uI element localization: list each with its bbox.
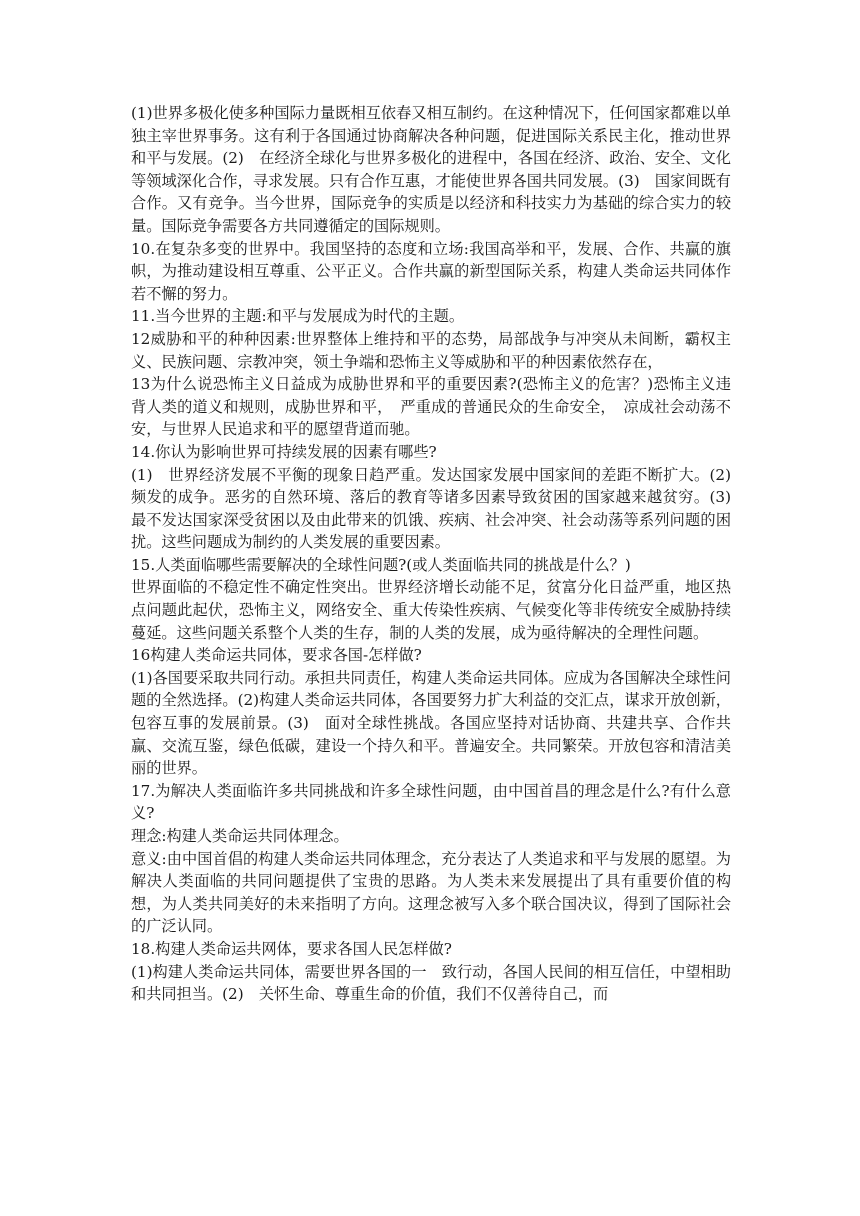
paragraph-q13-terrorism: 13为什么说恐怖主义日益成为成胁世界和平的重要因素?(恐怖主义的危害？)恐怖主义违背人类的道义和规则，成胁世界和平， 严重成的普通民众的生命安全， 凉成社会动荡不安，与世界人民追求和平的愿望背道而驰。 <box>131 375 731 439</box>
paragraph-q14-question: 14.你认为影响世界可持续发展的因素有哪些? <box>131 442 437 461</box>
paragraph-q16-question: 16构建人类命运共同体，要求各国-怎样做? <box>131 646 422 665</box>
paragraph-q16-answer: (1)各国要采取共同行动。承担共同责任，构建人类命运共同体。应成为各国解决全球性问题的全然选择。(2)构建人类命运共同体，各国要努力扩大利益的交汇点，谋求开放创新，包容互事的发展前景。(3) 面对全球性挑战。各国应坚持对话协商、共建共享、合作共赢、交流互鉴，绿色低碳，建设一个持久和平。普遍安全。共同繁荣。开放包容和清洁美丽的世界。 <box>131 668 731 778</box>
paragraph-q18-question: 18.构建人类命运共网体，要求各国人民怎样做? <box>131 939 452 958</box>
paragraph-q17-question: 17.为解决人类面临许多共同挑战和许多全球性问题，由中国首昌的理念是什么?有什么意义? <box>131 781 731 823</box>
document-body <box>131 102 747 1006</box>
paragraph-q18-answer: (1)构建人类命运共同体，需要世界各国的一 致行动，各国人民间的相互信任，中望相助和共同担当。(2) 关怀生命、尊重生命的价值，我们不仅善待自己，而 <box>131 962 731 1004</box>
paragraph-world-multipolarity: (1)世界多极化使多种国际力量既相互依春又相互制约。在这种情况下，任何国家都难以单独主宰世界事务。这有利于各国通过协商解决各种问题，促进国际关系民主化，推动世界和平与发展。(2) 在经济全球化与世界多极化的进程中，各国在经济、政治、安全、文化等领域深化合作，寻求发展。只有合作互惠，才能使世界各国共同发展。(3) 国家间既有合作。又有竞争。当今世界，国际竞争的实质是以经济和科技实力为基础的综合实力的较量。国际竞争需要各方共同遵循定的国际规则。 <box>131 104 731 235</box>
paragraph-q15-question: 15.人类面临哪些需要解决的全球性问题?(或人类面临共同的挑战是什么？) <box>131 555 631 574</box>
paragraph-q11-world-theme: 11.当今世界的主题:和平与发展成为时代的主题。 <box>131 307 465 326</box>
paragraph-q10-china-stance: 10.在复杂多变的世界中。我国坚持的态度和立场:我国高举和平，发展、合作、共赢的旗帜，为推动建设相互尊重、公平正义。合作共赢的新型国际关系，构建人类命运共同体作若不懈的努力。 <box>131 239 731 303</box>
paragraph-q14-answer: (1) 世界经济发展不平衡的现象日趋严重。发达国家发展中国家间的差距不断扩大。(2) 频发的成争。恶劣的自然环境、落后的教育等诸多因素导致贫困的国家越来越贫穷。(3) 最不发达国家深受贫困以及由此带来的饥饿、疾病、社会冲突、社会动荡等系列问题的困扰。这些问题成为制约的人类发展的重要因素。 <box>131 465 747 552</box>
paragraph-q12-peace-threats: 12威胁和平的种种因素:世界整体上维持和平的态势，局部战争与冲突从未间断，霸权主义、民族问题、宗教冲突，领土争端和恐怖主义等威胁和平的种因素依然存在， <box>131 329 731 371</box>
paragraph-q17-significance: 意义:由中国首倡的构建人类命运共同体理念，充分表达了人类追求和平与发展的愿望。为解决人类面临的共同问题提供了宝贵的思路。为人类未来发展提出了具有重要价值的构想，为人类共同美好的未来指明了方向。这理念被写入多个联合国决议，得到了国际社会的广泛认同。 <box>131 849 731 936</box>
paragraph-q15-answer: 世界面临的不稳定性不确定性突出。世界经济增长动能不足，贫富分化日益严重，地区热点问题此起伏，恐怖主义，网络安全、重大传染性疾病、气候变化等非传统安全威胁持续蔓延。这些问题关系整个人类的生存，制的人类的发展，成为亟待解决的全理性问题。 <box>131 578 731 642</box>
paragraph-q17-concept: 理念:构建人类命运共同体理念。 <box>131 827 349 845</box>
